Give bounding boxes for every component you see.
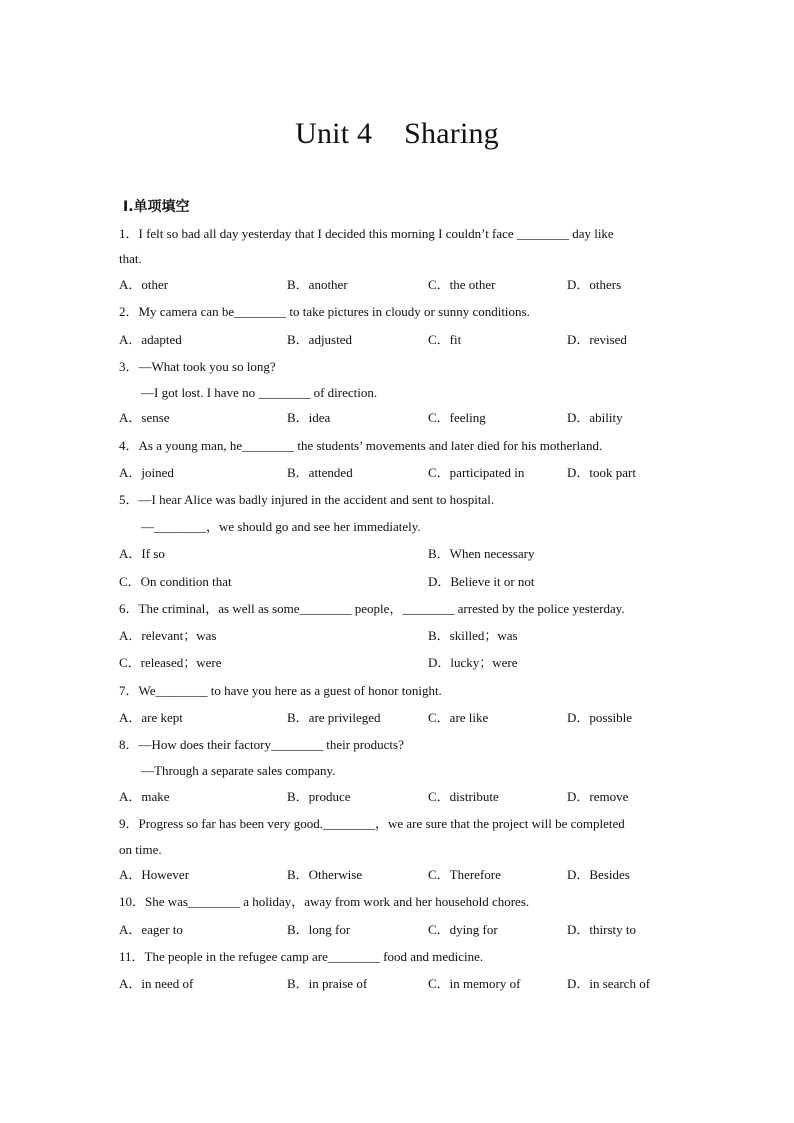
- question-9: 9．Progress so far has been very good.________，we are sure that the project will be completed: [119, 816, 625, 831]
- q3-option-c: C．feeling: [428, 410, 486, 425]
- question-11: 11．The people in the refugee camp are________ food and medicine.: [119, 949, 484, 964]
- section-heading: Ⅰ.单项填空: [123, 199, 190, 215]
- q7-option-b: B．are privileged: [287, 710, 381, 725]
- question-6: 6．The criminal，as well as some________ people，________ arrested by the police yesterday.: [119, 601, 625, 616]
- q10-option-b: B．long for: [287, 922, 351, 937]
- q4-option-b: B．attended: [287, 465, 353, 480]
- question-10: 10．She was________ a holiday，away from work and her household chores.: [119, 894, 530, 909]
- question-4: 4．As a young man, he________ the students’ movements and later died for his motherland.: [119, 438, 603, 453]
- q9-option-c: C．Therefore: [428, 867, 501, 882]
- q5-option-d: D．Believe it or not: [428, 574, 535, 589]
- question-9-continued: on time.: [119, 842, 162, 857]
- question-5: 5．—I hear Alice was badly injured in the accident and sent to hospital.: [119, 492, 495, 507]
- q5-option-c: C．On condition that: [119, 574, 232, 589]
- q8-option-b: B．produce: [287, 789, 351, 804]
- q8-option-a: A．make: [119, 789, 170, 804]
- q9-option-b: B．Otherwise: [287, 867, 363, 882]
- q11-option-b: B．in praise of: [287, 976, 368, 991]
- q6-option-a: A．relevant；was: [119, 628, 217, 643]
- question-1: 1．I felt so bad all day yesterday that I decided this morning I couldn’t face ________ day like: [119, 226, 614, 241]
- q1-option-b: B．another: [287, 277, 348, 292]
- q3-option-b: B．idea: [287, 410, 331, 425]
- unit-number: Unit 4: [295, 117, 373, 150]
- q5-option-a: A．If so: [119, 546, 165, 561]
- q1-option-d: D．others: [567, 277, 622, 292]
- q7-option-d: D．possible: [567, 710, 633, 725]
- q8-option-d: D．remove: [567, 789, 629, 804]
- q11-option-d: D．in search of: [567, 976, 651, 991]
- q8-option-c: C．distribute: [428, 789, 499, 804]
- q6-option-c: C．released；were: [119, 655, 222, 670]
- q7-option-c: C．are like: [428, 710, 489, 725]
- question-3-continued: —I got lost. I have no ________ of direction.: [141, 385, 378, 400]
- question-2: 2．My camera can be________ to take pictures in cloudy or sunny conditions.: [119, 304, 530, 319]
- q2-option-a: A．adapted: [119, 332, 182, 347]
- question-7: 7．We________ to have you here as a guest of honor tonight.: [119, 683, 442, 698]
- question-8-continued: —Through a separate sales company.: [141, 763, 336, 778]
- q2-option-d: D．revised: [567, 332, 627, 347]
- q11-option-c: C．in memory of: [428, 976, 521, 991]
- q3-option-d: D．ability: [567, 410, 623, 425]
- question-1-continued: that.: [119, 251, 142, 266]
- q6-option-b: B．skilled；was: [428, 628, 518, 643]
- q2-option-b: B．adjusted: [287, 332, 352, 347]
- q10-option-d: D．thirsty to: [567, 922, 636, 937]
- q11-option-a: A．in need of: [119, 976, 194, 991]
- q7-option-a: A．are kept: [119, 710, 183, 725]
- q1-option-a: A．other: [119, 277, 169, 292]
- q10-option-a: A．eager to: [119, 922, 183, 937]
- q4-option-a: A．joined: [119, 465, 174, 480]
- q6-option-d: D．lucky；were: [428, 655, 518, 670]
- q5-option-b: B．When necessary: [428, 546, 535, 561]
- q9-option-d: D．Besides: [567, 867, 630, 882]
- q1-option-c: C．the other: [428, 277, 496, 292]
- q2-option-c: C．fit: [428, 332, 462, 347]
- page-title: [0, 114, 794, 154]
- unit-name: Sharing: [404, 117, 499, 150]
- q9-option-a: A．However: [119, 867, 190, 882]
- question-5-continued: —________，we should go and see her immediately.: [141, 519, 421, 534]
- question-8: 8．—How does their factory________ their products?: [119, 737, 404, 752]
- q10-option-c: C．dying for: [428, 922, 498, 937]
- question-3: 3．—What took you so long?: [119, 359, 276, 374]
- q4-option-d: D．took part: [567, 465, 636, 480]
- q3-option-a: A．sense: [119, 410, 170, 425]
- q4-option-c: C．participated in: [428, 465, 525, 480]
